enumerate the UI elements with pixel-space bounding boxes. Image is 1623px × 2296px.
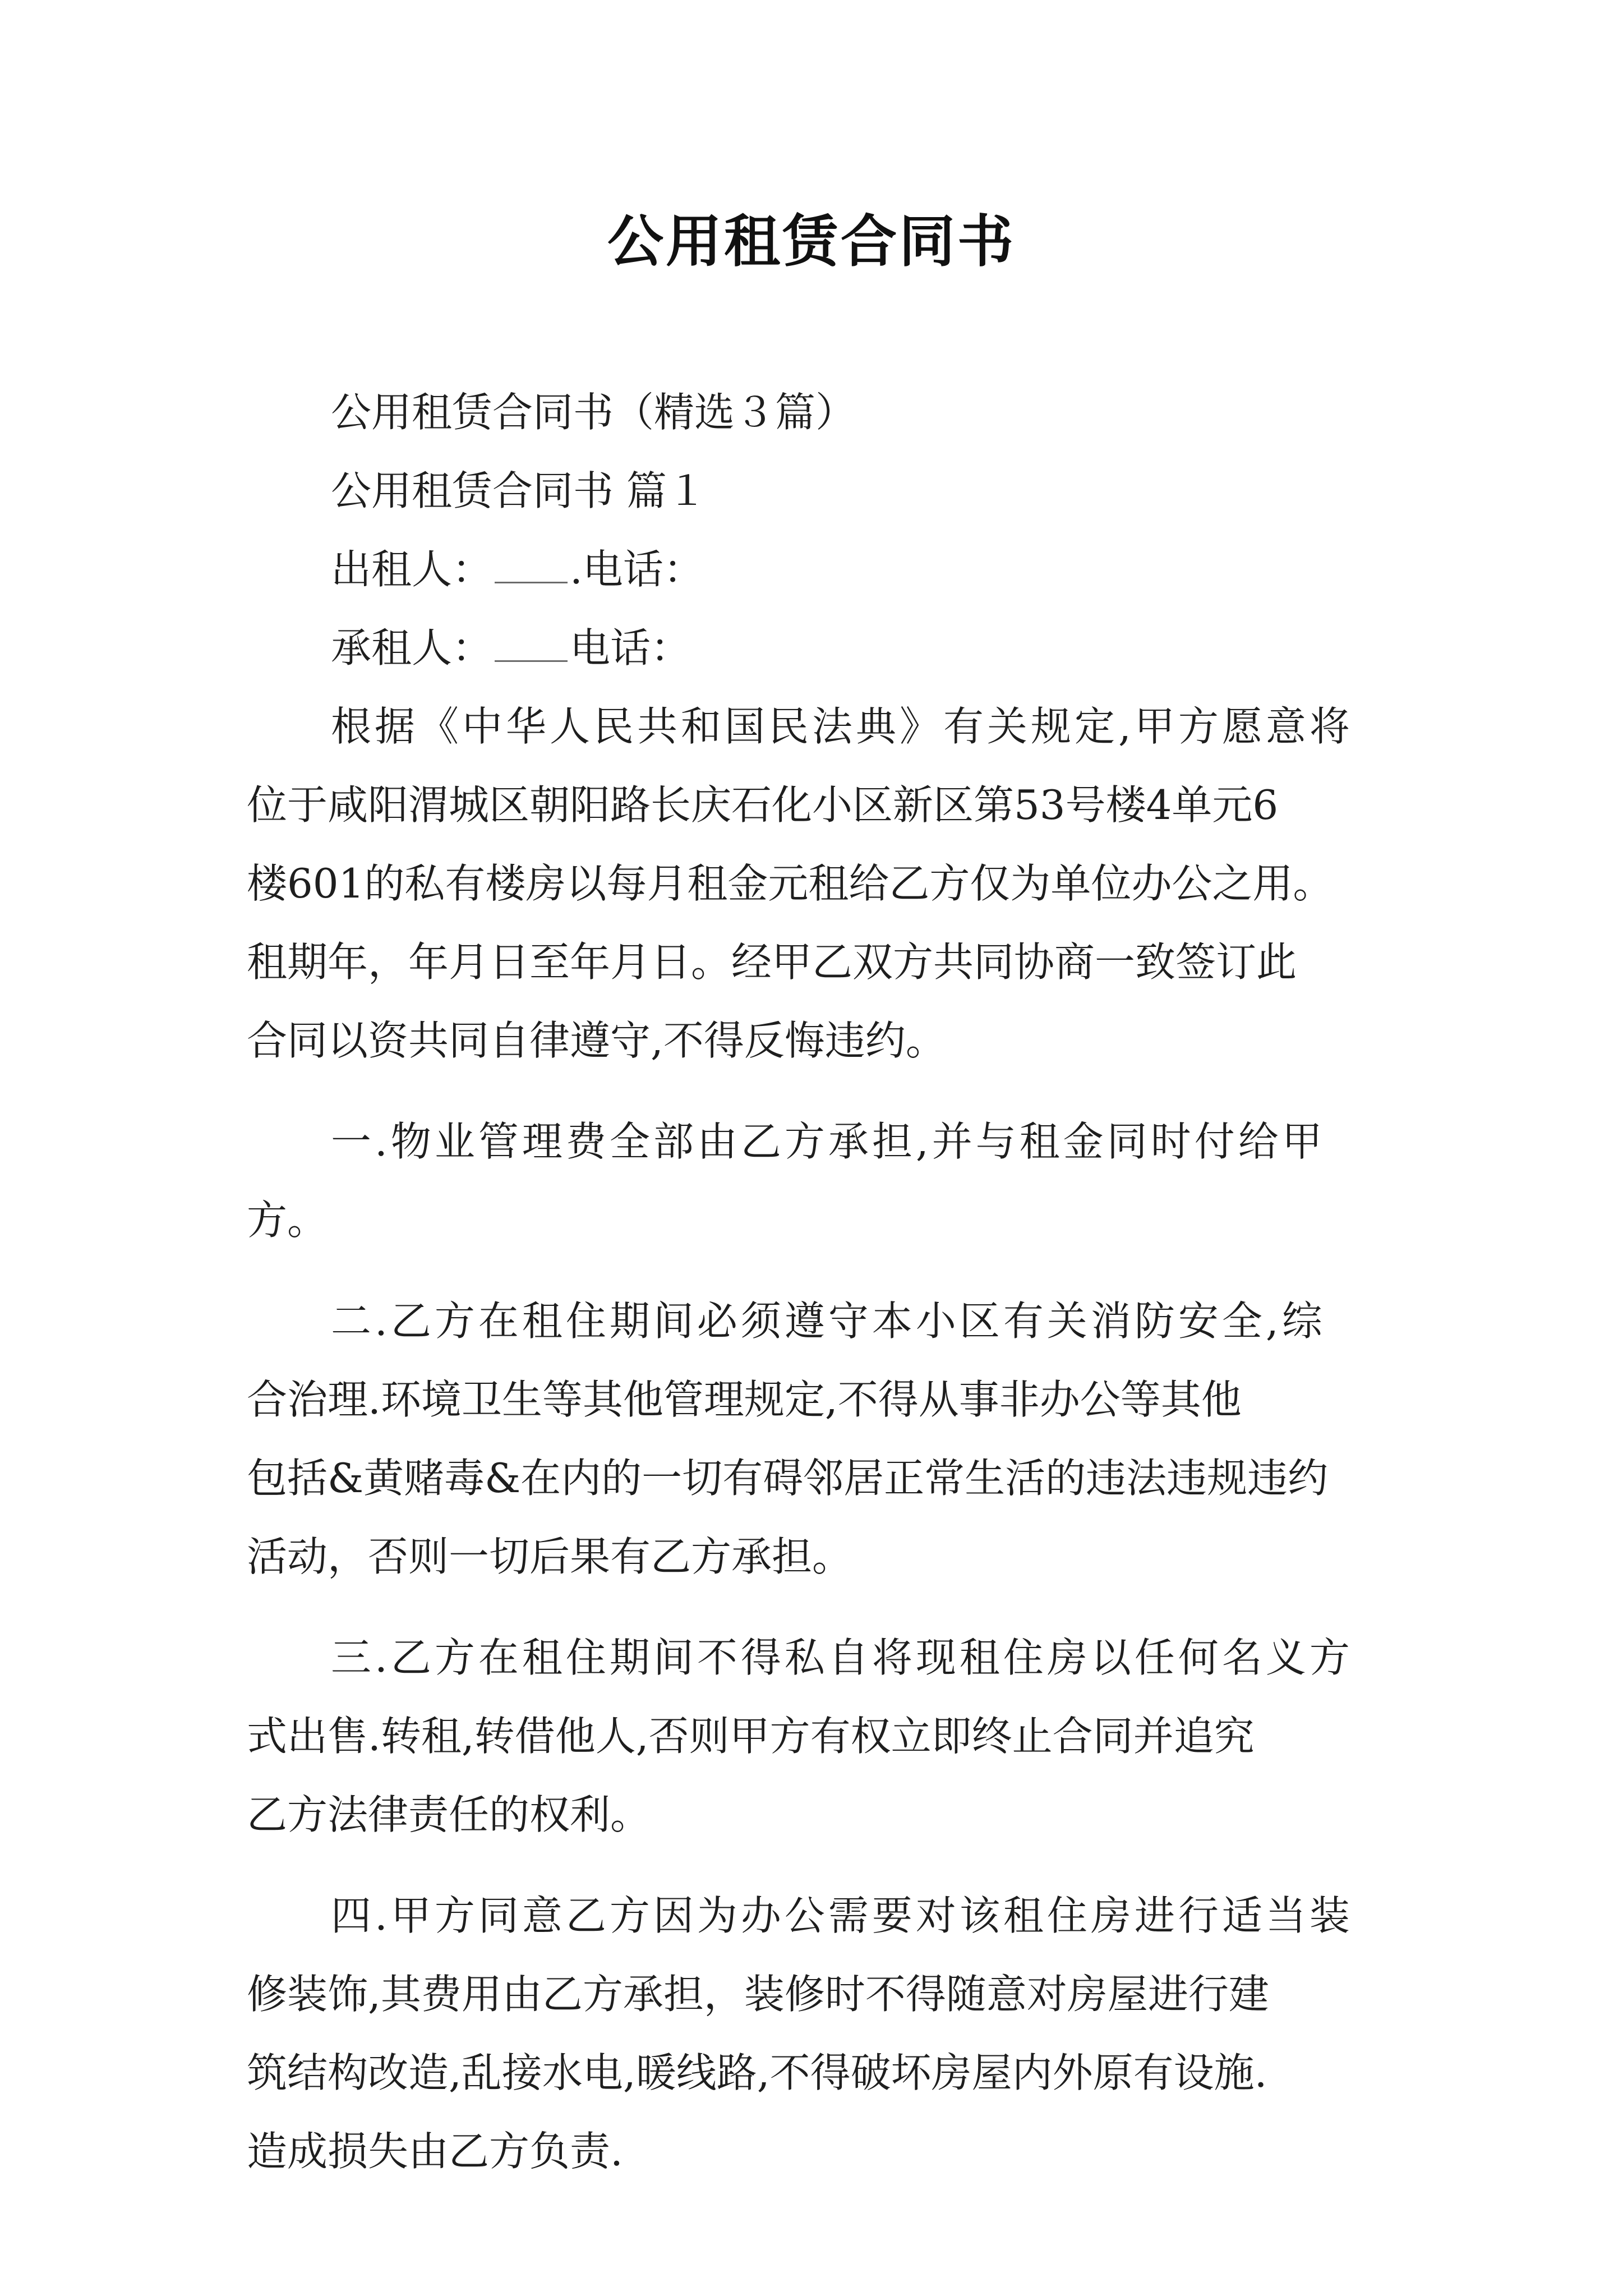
lessee-line [247,609,1396,687]
paragraph-line: 活动，否则一切后果有乙方承担。 [247,1533,853,1580]
document-subtitle: 公用租赁合同书（精选３篇） [331,389,856,436]
paragraph-line: 修装饰,其费用由乙方承担，装修时不得随意对房屋进行建 [247,1971,1269,2018]
paragraph-line: 筑结构改造,乱接水电,暖线路,不得破坏房屋内外原有设施. [247,2049,1267,2096]
paragraph-line: 根据《中华人民共和国民法典》有关规定,甲方愿意将 [331,703,1353,750]
paragraph-line: 包括&黄赌毒&在内的一切有碍邻居正常生活的违法违规违约 [247,1455,1329,1502]
paragraph-line: 四.甲方同意乙方因为办公需要对该租住房进行适当装 [331,1892,1353,1939]
clause-1 [247,1102,1396,1259]
lessor-name-blank [495,548,568,583]
paragraph-line: 三.乙方在租住期间不得私自将现租住房以任何名义方 [331,1634,1353,1681]
paragraph-line: 造成损失由乙方负责. [247,2128,623,2175]
paragraph-line: 二.乙方在租住期间必须遵守本小区有关消防安全,综 [331,1297,1326,1345]
lessor-phone-label: 电话： [582,546,704,593]
paragraph-spacer [247,1854,1396,1876]
document-body [247,373,1396,2191]
paragraph-spacer [247,1080,1396,1102]
paragraph-line: 一.物业管理费全部由乙方承担,并与租金同时付给甲 [331,1118,1326,1165]
paragraph-line: 位于咸阳渭城区朝阳路长庆石化小区新区第53号楼4单元6 [247,781,1279,829]
lessor-line [247,530,1396,609]
document-title: 公用租赁合同书 [607,208,1016,274]
lessee-name-blank [495,627,568,662]
clause-2 [247,1282,1396,1596]
paragraph-line: 乙方法律责任的权利。 [247,1791,651,1838]
lessee-label: 承租人： [331,624,493,671]
paragraph-line: 租期年，年月日至年月日。经甲乙双方共同协商一致签订此 [247,938,1297,986]
lessor-separator: . [570,546,583,593]
paragraph-line: 楼601的私有楼房以每月租金元租给乙方仅为单位办公之用。 [247,860,1334,907]
clause-4 [247,1876,1396,2191]
paragraph-spacer [247,1596,1396,1618]
intro-paragraph [247,687,1396,1080]
lessor-label: 出租人： [331,546,493,593]
paragraph-line: 方。 [247,1197,328,1244]
paragraph-spacer [247,1259,1396,1282]
clause-3 [247,1618,1396,1854]
section-heading: 公用租赁合同书 篇１ [331,467,707,514]
paragraph-line: 式出售.转租,转借他人,否则甲方有权立即终止合同并追究 [247,1713,1255,1760]
paragraph-line: 合同以资共同自律遵守,不得反悔违约。 [247,1017,946,1064]
paragraph-line: 合治理.环境卫生等其他管理规定,不得从事非办公等其他 [247,1376,1242,1423]
lessee-phone-label: 电话： [570,624,691,671]
